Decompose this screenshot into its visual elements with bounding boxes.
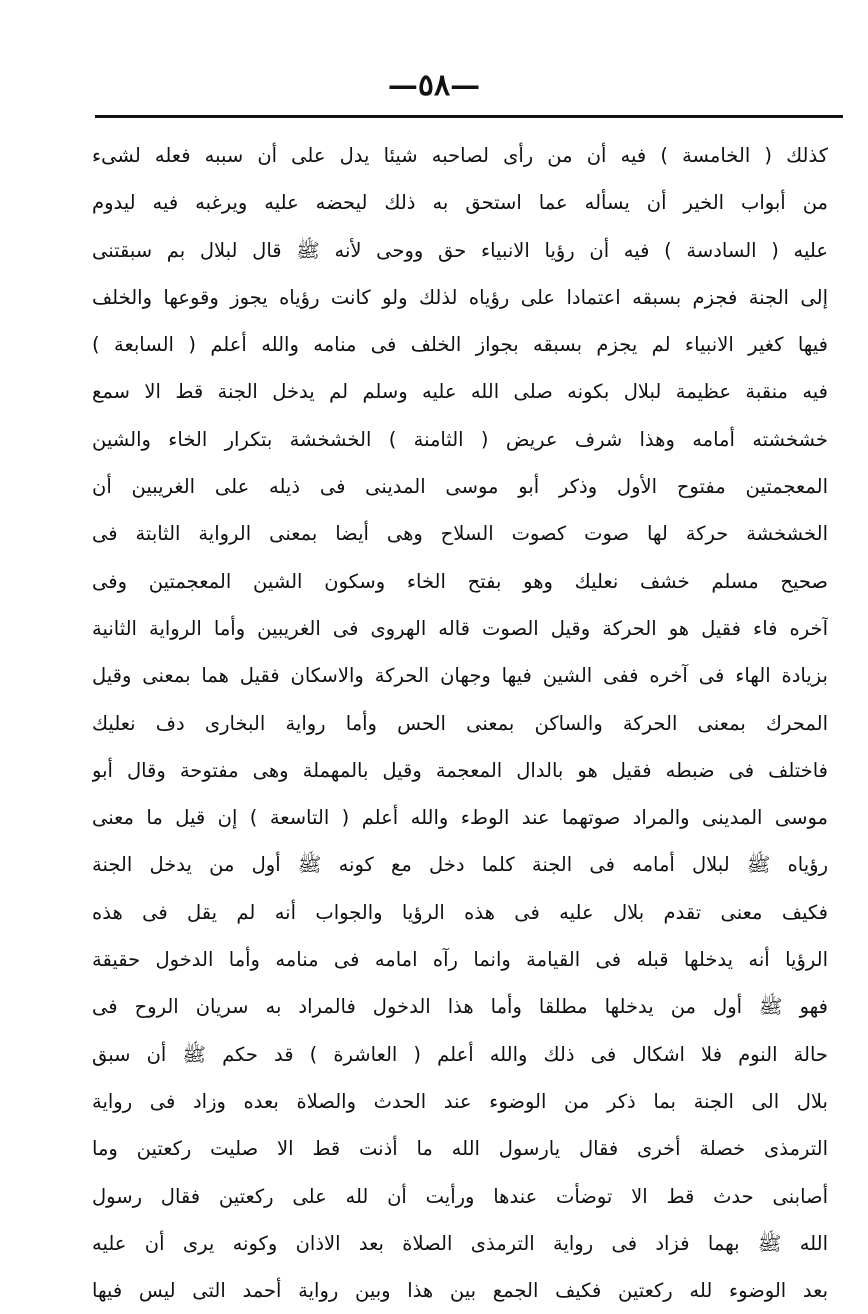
text-line-20: حالة النوم فلا اشكال فى ذلك والله أعلم ( العاشرة ) قد حكم ﷺ أن سبق [92,1042,828,1066]
text-line-11: آخره فاء فقيل هو الحركة وقيل الصوت قاله الهروى فى الغريبين وأما الرواية الثانية [92,616,828,640]
text-line-12: بزيادة الهاء فى آخره ففى الشين فيها وجهان الحركة والاسكان فقيل هما بمعنى وقيل [92,664,828,688]
text-line-23: أصابنى حدث قط الا توضأت عندها ورأيت أن لله على ركعتين فقال رسول [92,1184,828,1208]
text-line-16: رؤياه ﷺ لبلال أمامه فى الجنة كلما دخل مع كونه ﷺ أول من يدخل الجنة [92,853,828,877]
text-line-4: إلى الجنة فجزم بسبقه اعتمادا على رؤياه لذلك ولو كانت رؤياه يجوز وقوعها والخلف [92,285,828,309]
text-line-9: الخشخشة حركة لها صوت كصوت السلاح وهى أيضا بمعنى الرواية الثابتة فى [92,522,828,546]
text-line-3: عليه ( السادسة ) فيه أن رؤيا الانبياء حق ووحى لأنه ﷺ قال لبلال بم سبقتنى [92,238,828,262]
text-line-18: الرؤيا أنه يدخلها قبله فى القيامة وانما رآه امامه فى منامه وأما الدخول حقيقة [92,948,828,972]
text-line-14: فاختلف فى ضبطه فقيل هو بالدال المعجمة وقيل بالمهملة وهى مفتوحة وقال أبو [92,758,828,782]
header-rule [95,115,843,118]
text-line-1: كذلك ( الخامسة ) فيه أن من رأى لصاحبه شيئا يدل على أن سببه فعله لشىء [92,144,828,167]
text-line-8: المعجمتين مفتوح الأول وذكر أبو موسى المدينى فى ذيله على الغريبين أن [92,475,828,499]
text-line-13: المحرك بمعنى الحركة والساكن بمعنى الحس وأما رواية البخارى دف نعليك [92,711,828,735]
text-line-25: بعد الوضوء لله ركعتين فكيف الجمع بين هذا وبين رواية أحمد التى ليس فيها [92,1279,828,1303]
text-line-6: فيه منقبة عظيمة لبلال بكونه صلى الله عليه وسلم لم يدخل الجنة قط الا سمع [92,380,828,404]
text-line-5: فيها كغير الانبياء لم يجزم بسبقه بجواز الخلف فى منامه والله أعلم ( السابعة ) [92,333,828,357]
text-line-24: الله ﷺ بهما فزاد فى رواية الترمذى الصلاة بعد الاذان وكونه يرى أن عليه [92,1231,828,1255]
text-line-7: خشخشته أمامه وهذا شرف عريض ( الثامنة ) الخشخشة بتكرار الخاء والشين [92,427,828,451]
text-line-17: فكيف معنى تقدم بلال عليه فى هذه الرؤيا والجواب أنه لم يقل فى هذه [92,900,828,924]
text-line-21: بلال الى الجنة بما ذكر من الوضوء عند الحدث والصلاة بعده وزاد فى رواية [92,1089,828,1113]
text-line-22: الترمذى خصلة أخرى فقال يارسول الله ما أذنت قط الا صليت ركعتين وما [92,1137,828,1161]
text-line-15: موسى المدينى والمراد صوتهما عند الوطء والله أعلم ( التاسعة ) إن قيل ما معنى [92,806,828,830]
text-line-10: صحيح مسلم خشف نعليك وهو بفتح الخاء وسكون الشين المعجمتين وفى [92,569,828,593]
page-number: —٥٨— [387,68,481,103]
body-text [92,132,828,1314]
text-line-2: من أبواب الخير أن يسأله عما استحق به ذلك ليحضه عليه ويرغبه فيه ليدوم [92,191,828,215]
text-line-19: فهو ﷺ أول من يدخلها مطلقا وأما هذا الدخول فالمراد به سريان الروح فى [92,995,828,1019]
